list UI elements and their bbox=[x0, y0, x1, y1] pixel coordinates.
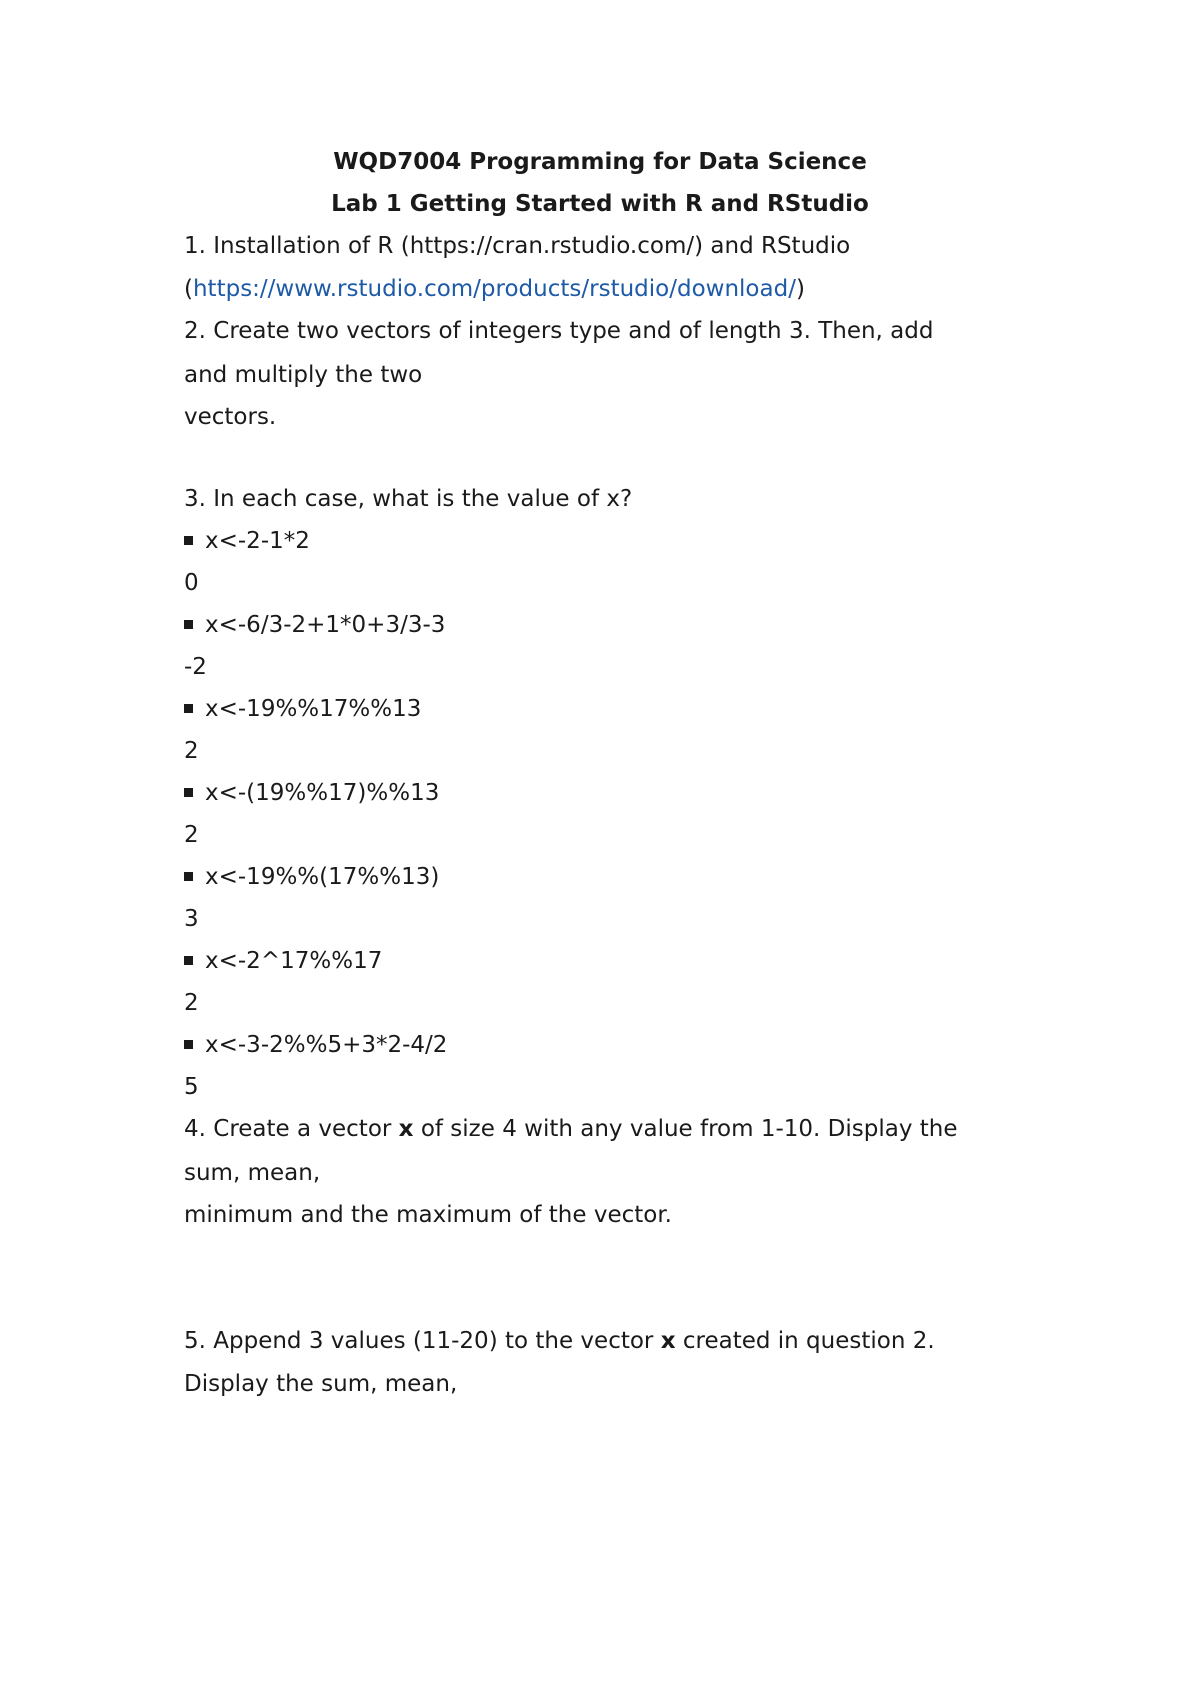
q3-case-answer: 2 bbox=[184, 738, 199, 764]
q2-line-1: 2. Create two vectors of integers type and of length 3. Then, add bbox=[184, 318, 934, 344]
cran-url-text: https://cran.rstudio.com/ bbox=[409, 233, 695, 259]
q1-open-paren: ( bbox=[184, 276, 193, 302]
q3-case-answer: 2 bbox=[184, 990, 199, 1016]
q3-case-expr bbox=[184, 1030, 447, 1060]
q1-line-1 bbox=[184, 231, 850, 261]
q4-prefix: 4. Create a vector bbox=[184, 1116, 399, 1142]
course-title: WQD7004 Programming for Data Science bbox=[333, 149, 867, 175]
q5-line-1 bbox=[184, 1326, 935, 1356]
bullet-icon bbox=[184, 704, 193, 713]
q3-case-expr bbox=[184, 526, 310, 556]
q1-line-2 bbox=[184, 274, 805, 304]
bullet-icon bbox=[184, 620, 193, 629]
q4-suffix: of size 4 with any value from 1-10. Display the bbox=[413, 1116, 958, 1142]
q3-case-expr bbox=[184, 778, 439, 808]
q3-case-expr bbox=[184, 862, 439, 892]
q5-line-2: Display the sum, mean, bbox=[184, 1371, 458, 1397]
bullet-icon bbox=[184, 872, 193, 881]
q3-case-expr bbox=[184, 694, 421, 724]
case-expression: x<-2^17%%17 bbox=[205, 948, 383, 974]
q4-var: x bbox=[398, 1116, 414, 1142]
bullet-icon bbox=[184, 1040, 193, 1049]
q1-suffix: ) and RStudio bbox=[694, 233, 851, 259]
rstudio-download-link[interactable]: https://www.rstudio.com/products/rstudio/download/ bbox=[192, 276, 796, 302]
q1-prefix: 1. Installation of R ( bbox=[184, 233, 410, 259]
q3-case-answer: 5 bbox=[184, 1074, 199, 1100]
bullet-icon bbox=[184, 536, 193, 545]
q4-line-3: minimum and the maximum of the vector. bbox=[184, 1202, 672, 1228]
q5-prefix: 5. Append 3 values (11-20) to the vector bbox=[184, 1328, 661, 1354]
q1-close-paren: ) bbox=[795, 276, 805, 302]
q5-suffix: created in question 2. bbox=[675, 1328, 935, 1354]
q2-line-2: and multiply the two bbox=[184, 362, 423, 388]
q3-case-answer: 3 bbox=[184, 906, 199, 932]
q3-heading: 3. In each case, what is the value of x? bbox=[184, 486, 633, 512]
case-expression: x<-2-1*2 bbox=[205, 528, 310, 554]
q3-case-expr bbox=[184, 946, 382, 976]
case-expression: x<-3-2%%5+3*2-4/2 bbox=[205, 1032, 448, 1058]
q3-case-answer: 0 bbox=[184, 570, 199, 596]
case-expression: x<-6/3-2+1*0+3/3-3 bbox=[205, 612, 446, 638]
q4-line-2: sum, mean, bbox=[184, 1160, 321, 1186]
q3-case-answer: 2 bbox=[184, 822, 199, 848]
q4-line-1 bbox=[184, 1114, 958, 1144]
lab-title: Lab 1 Getting Started with R and RStudio bbox=[331, 191, 869, 217]
case-expression: x<-19%%(17%%13) bbox=[205, 864, 440, 890]
case-expression: x<-19%%17%%13 bbox=[205, 696, 422, 722]
case-expression: x<-(19%%17)%%13 bbox=[205, 780, 440, 806]
bullet-icon bbox=[184, 956, 193, 965]
bullet-icon bbox=[184, 788, 193, 797]
q3-case-expr bbox=[184, 610, 445, 640]
q5-var: x bbox=[660, 1328, 676, 1354]
q3-case-answer: -2 bbox=[184, 654, 207, 680]
q2-line-3: vectors. bbox=[184, 404, 277, 430]
